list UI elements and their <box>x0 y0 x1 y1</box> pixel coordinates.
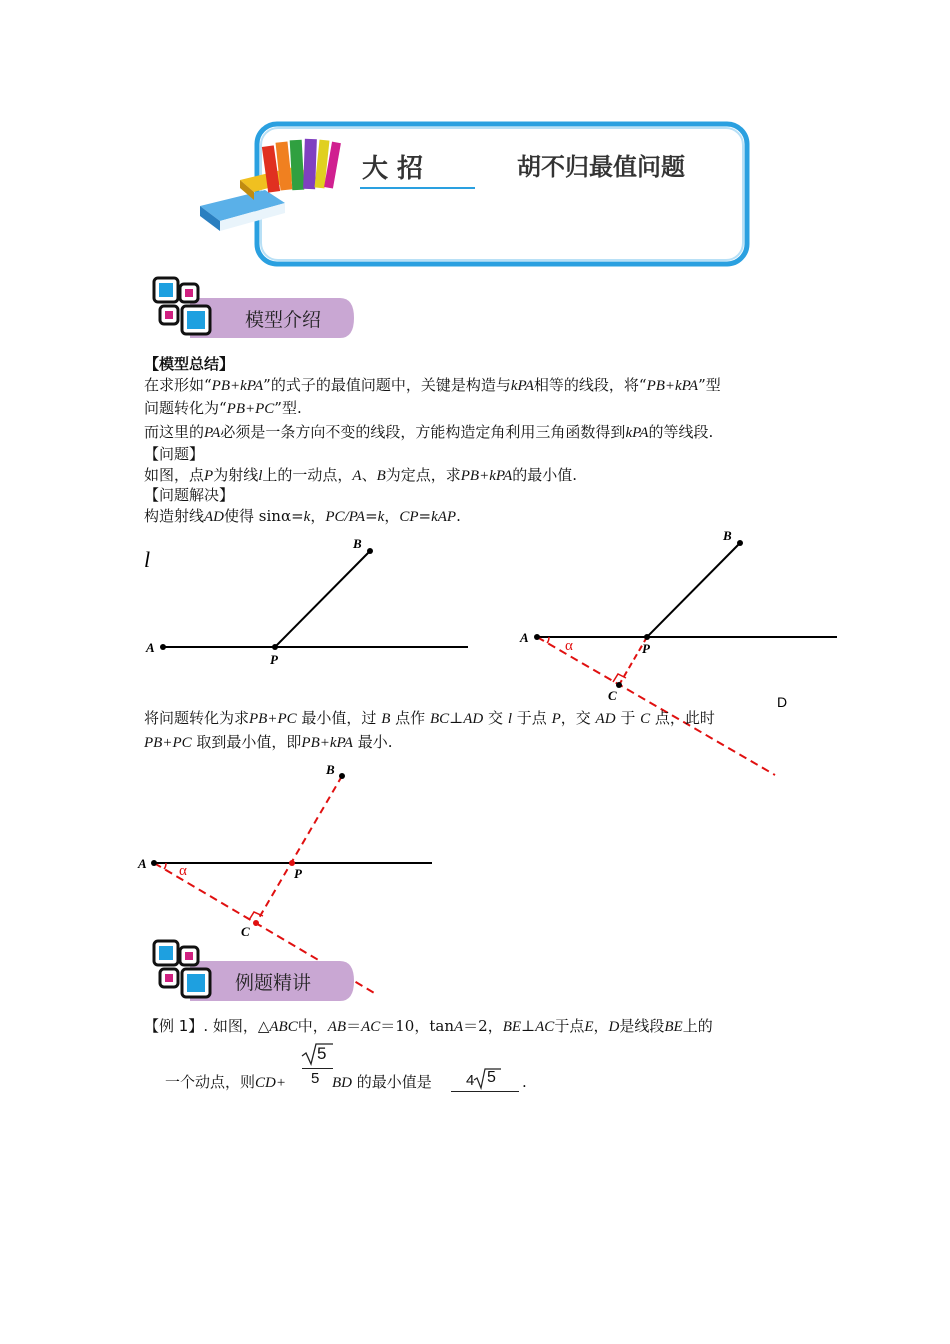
math: PA <box>204 425 221 441</box>
label-d: D <box>777 694 788 710</box>
example-label: 【例 1】 <box>144 1017 204 1035</box>
math: P <box>551 711 561 727</box>
text: 的最小值. <box>512 466 578 484</box>
section-label: 例题精讲 <box>235 972 312 994</box>
paragraph-2 <box>144 421 713 444</box>
math: B <box>381 711 391 727</box>
math: BC <box>429 711 450 727</box>
figure-2 <box>505 525 845 780</box>
math: A <box>352 468 362 484</box>
math: D <box>608 1019 620 1035</box>
text: 的最小值是 <box>356 1073 432 1091</box>
point-p <box>272 644 278 650</box>
point-a <box>534 634 540 640</box>
label-p: P <box>642 641 650 656</box>
text: 为定点，求 <box>385 466 461 484</box>
text: 于 <box>620 709 636 727</box>
math: k <box>377 509 385 525</box>
math: PB+PC <box>226 401 275 417</box>
math: PB+PC <box>144 735 192 751</box>
example-1-line-2-tail <box>332 1071 432 1094</box>
text: 使得 sinα= <box>224 507 304 525</box>
text: 相等的线段，将“ <box>533 376 647 394</box>
math: AD <box>204 509 225 525</box>
text: ＝ <box>346 1017 362 1035</box>
answer-radicand: 5 <box>487 1069 496 1086</box>
text: 于点 <box>516 709 547 727</box>
label-p: P <box>270 652 278 667</box>
text: 上的 <box>682 1017 713 1035</box>
solution-text <box>144 505 461 528</box>
text: 一个动点，则 <box>165 1073 256 1091</box>
conclusion-line-2 <box>144 731 392 754</box>
text: 交 <box>488 709 504 727</box>
label-b: B <box>353 536 362 551</box>
example-1-line-2 <box>165 1071 286 1094</box>
math: k <box>303 509 311 525</box>
title-banner <box>190 118 755 270</box>
math: BE <box>664 1019 683 1035</box>
text: ＝2， <box>463 1017 503 1035</box>
example-1-line-1 <box>144 1015 713 1038</box>
text: ， <box>384 507 400 525</box>
label-c: C <box>608 688 617 703</box>
text: 、 <box>361 466 377 484</box>
point-a <box>160 644 166 650</box>
math: PC/PA <box>325 509 366 525</box>
text: 将问题转化为求 <box>144 709 250 727</box>
text: ”的式子的最值问题中，关键是构造与 <box>263 376 511 394</box>
answer-underline <box>451 1091 519 1092</box>
text: ， <box>593 1017 609 1035</box>
text: 为射线 <box>213 466 259 484</box>
math: PB+kPA <box>211 378 264 394</box>
math: AC <box>361 1019 381 1035</box>
answer-blank <box>451 1064 521 1094</box>
math: AD <box>595 711 616 727</box>
text: = <box>418 507 432 525</box>
point-c <box>253 920 259 926</box>
point-c <box>616 682 622 688</box>
figure-1 <box>130 530 480 675</box>
math: E <box>584 1019 594 1035</box>
math: BD <box>332 1075 352 1091</box>
text: ”型 <box>698 376 721 394</box>
banner-left-text: 大 招 <box>362 154 424 184</box>
section-header-examples <box>150 937 356 1007</box>
label-alpha: α <box>179 863 187 879</box>
frac-num: 5 <box>317 1044 327 1063</box>
point-b <box>339 773 345 779</box>
segment-pb <box>275 551 370 647</box>
segment-bc <box>256 776 342 923</box>
text: 最小. <box>357 733 393 751</box>
math: AD <box>463 711 484 727</box>
text: 中， <box>297 1017 328 1035</box>
segment-pb <box>647 543 740 637</box>
math: CP <box>399 509 419 525</box>
text: 点，此时 <box>654 709 715 727</box>
math: PB+kPA <box>460 468 513 484</box>
label-b: B <box>723 528 732 543</box>
text: = <box>365 507 378 525</box>
text: 是线段 <box>619 1017 665 1035</box>
math: PB+kPA <box>301 735 353 751</box>
text: ， <box>310 507 326 525</box>
text: . <box>456 507 461 525</box>
text: 的等线段. <box>648 423 714 441</box>
text: ”型. <box>274 399 302 417</box>
math: l <box>507 711 512 727</box>
math: CD+ <box>255 1075 286 1091</box>
ray-ad <box>537 637 775 775</box>
text: 必须是一条方向不变的线段，方能构造定角利用三角函数得到 <box>220 423 626 441</box>
text: ＝10，tan <box>380 1017 454 1035</box>
paragraph-1-line-1 <box>144 374 721 397</box>
point-b <box>367 548 373 554</box>
math: PB+kPA <box>646 378 699 394</box>
text: 于点 <box>554 1017 585 1035</box>
label-a: A <box>520 630 529 645</box>
section-header-model-intro <box>150 274 356 344</box>
text: ⊥ <box>449 709 464 727</box>
problem-heading: 【问题】 <box>144 445 205 463</box>
math: l <box>258 468 263 484</box>
banner-title: 胡不归最值问题 <box>517 152 685 181</box>
math: AB <box>327 1019 347 1035</box>
label-p: P <box>294 866 302 881</box>
text: 取到最小值，即 <box>196 733 302 751</box>
label-b: B <box>326 762 335 777</box>
example-1-end: . <box>522 1073 527 1091</box>
label-alpha: α <box>565 638 573 654</box>
label-l: l <box>144 547 151 572</box>
fraction-bar <box>302 1068 333 1069</box>
text: 构造射线 <box>144 507 205 525</box>
text: 问题转化为“ <box>144 399 227 417</box>
section-label: 模型介绍 <box>245 309 322 331</box>
fraction-sqrt5-over-5 <box>300 1041 334 1091</box>
math: BE <box>502 1019 522 1035</box>
label-a: A <box>138 856 147 871</box>
math: AC <box>535 1019 555 1035</box>
text: ，交 <box>560 709 591 727</box>
math: A <box>453 1019 464 1035</box>
label-c: C <box>241 924 250 939</box>
point-b <box>737 540 743 546</box>
math: B <box>376 468 386 484</box>
math: P <box>204 468 214 484</box>
answer-coefficient: 4 <box>466 1072 475 1089</box>
math: ABC <box>269 1019 298 1035</box>
text: . 如图，△ <box>203 1017 270 1035</box>
math: kPA <box>510 378 534 394</box>
point-a <box>151 860 157 866</box>
math: kPA <box>625 425 649 441</box>
solution-heading: 【问题解决】 <box>144 486 235 504</box>
math: kAP <box>431 509 457 525</box>
math: C <box>640 711 651 727</box>
summary-heading: 【模型总结】 <box>144 355 235 373</box>
banner-frame <box>190 118 755 270</box>
text: 点作 <box>395 709 426 727</box>
conclusion-line-1 <box>144 707 715 730</box>
text: 最小值，过 <box>301 709 377 727</box>
text: 上的一动点， <box>262 466 353 484</box>
label-a: A <box>146 640 155 655</box>
point-p <box>644 634 650 640</box>
math: PB+PC <box>249 711 297 727</box>
text: 在求形如“ <box>144 376 212 394</box>
text: ⊥ <box>521 1017 536 1035</box>
text: 如图，点 <box>144 466 205 484</box>
frac-den: 5 <box>311 1070 320 1087</box>
paragraph-1-line-2 <box>144 397 302 420</box>
text: 而这里的 <box>144 423 205 441</box>
